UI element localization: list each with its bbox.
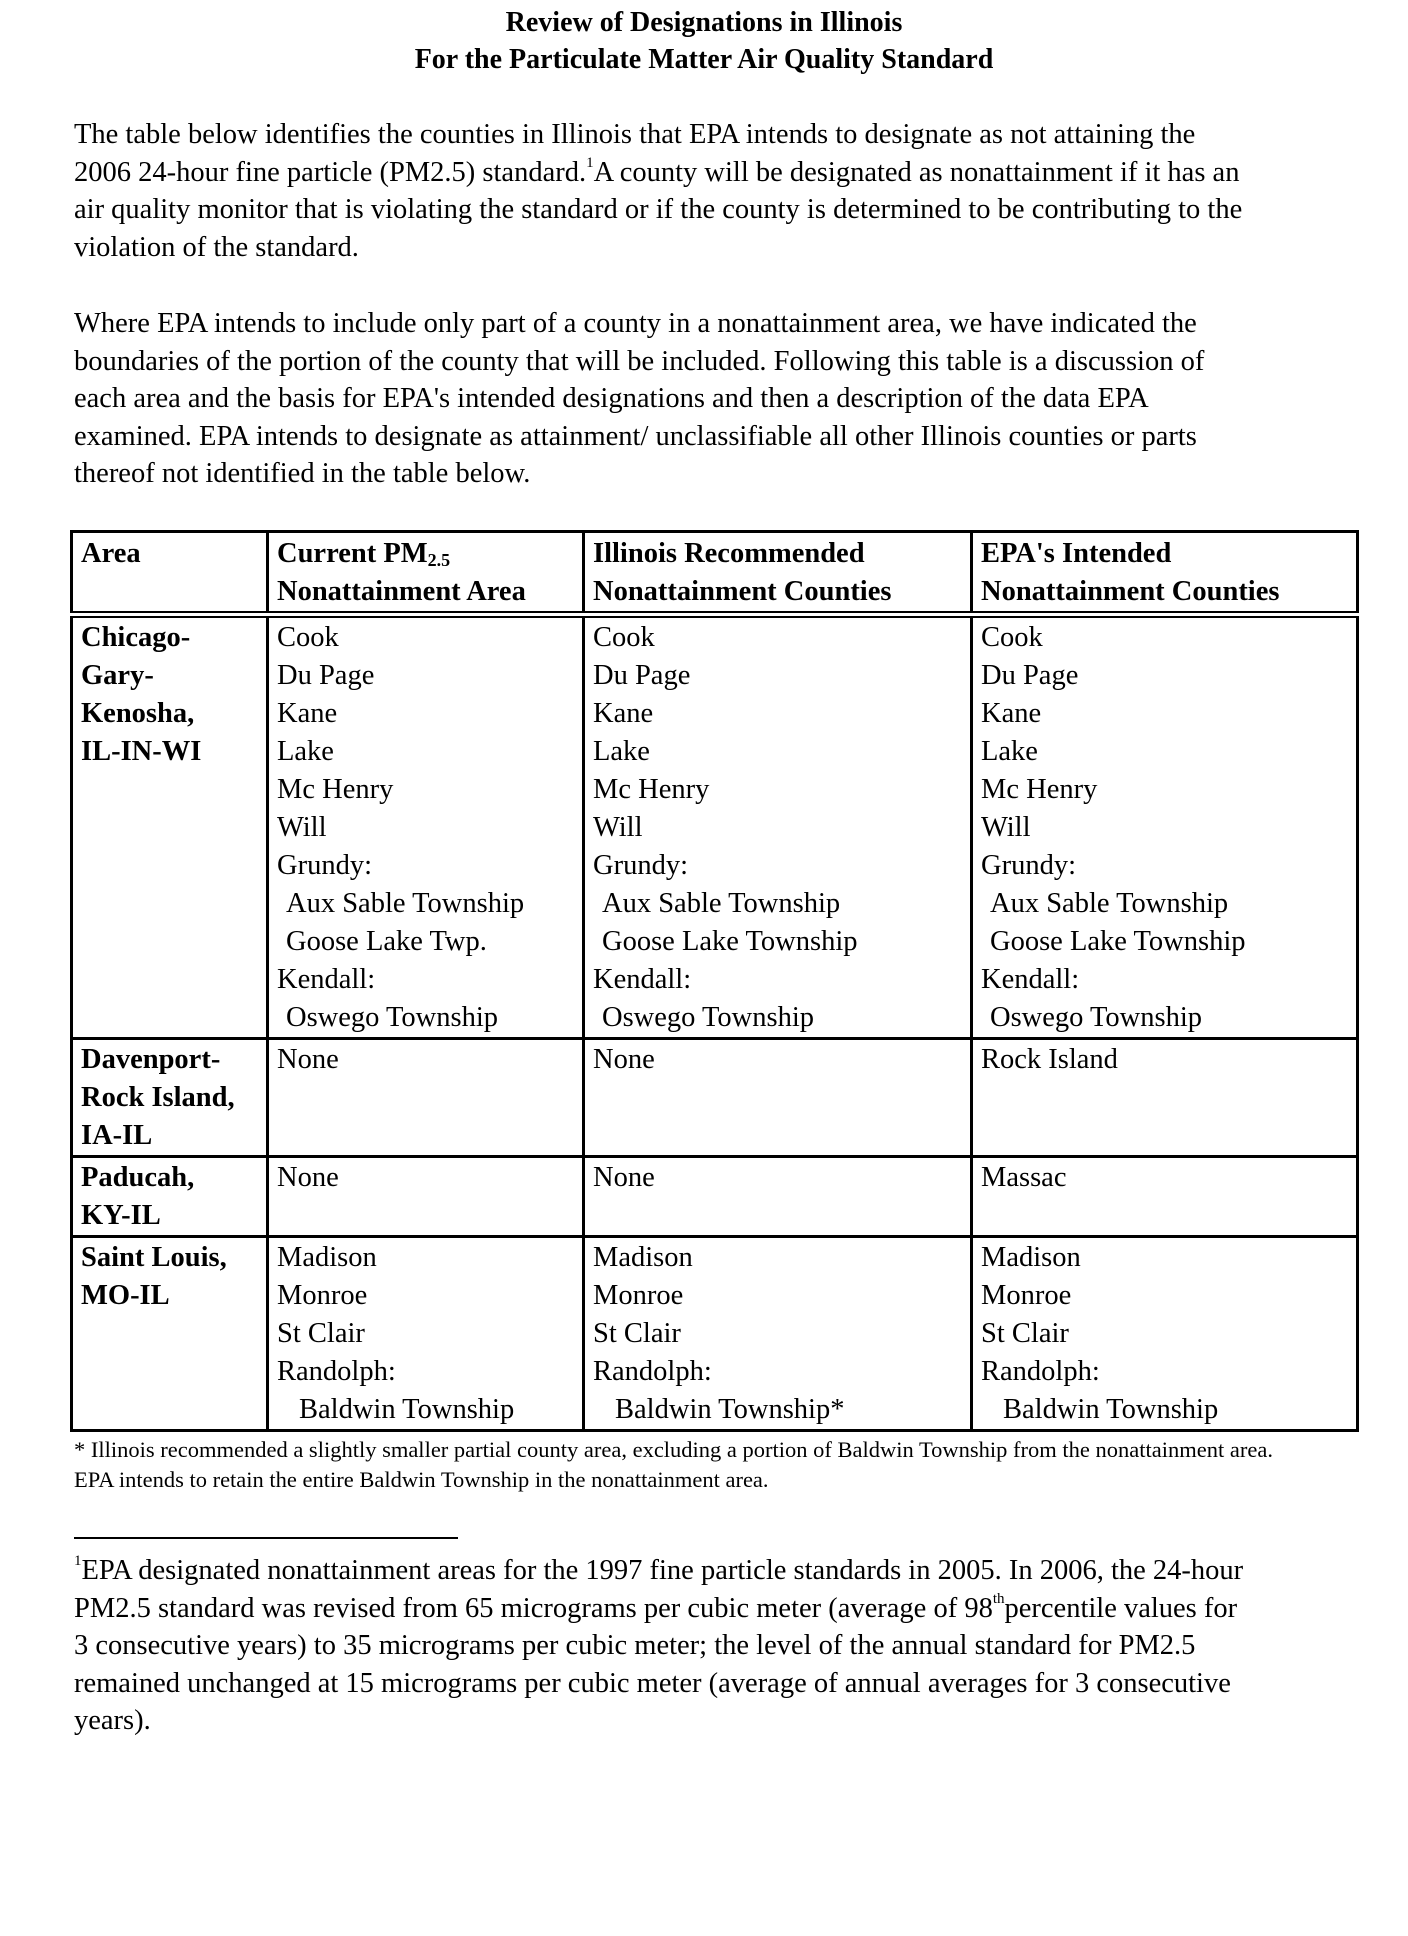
county-item: None bbox=[277, 1044, 339, 1075]
county-item: Mc Henry bbox=[277, 774, 394, 805]
county-item: Cook bbox=[981, 622, 1043, 653]
county-item: Kendall: bbox=[981, 964, 1080, 995]
cell-area bbox=[72, 1237, 268, 1431]
county-item: Du Page bbox=[277, 660, 375, 691]
footnote-text-a: EPA designated nonattainment areas for the 1997 fine particle standards in 2005. In 2006, the 24-hour PM2.5 standard was revised from 65 micrograms per cubic meter (average of 98 bbox=[74, 1555, 1244, 1624]
area-name-line: Paducah, bbox=[81, 1162, 195, 1193]
area-name-line: Rock Island, bbox=[81, 1082, 235, 1113]
cell-current bbox=[268, 615, 584, 1039]
table-row bbox=[72, 1157, 1358, 1237]
county-item: Oswego Township bbox=[602, 1002, 815, 1033]
cell-area bbox=[72, 1157, 268, 1237]
cell-epa bbox=[972, 615, 1358, 1039]
footnote-marker: 1 bbox=[74, 1553, 82, 1569]
area-name-line: KY-IL bbox=[81, 1200, 161, 1231]
county-item: Oswego Township bbox=[286, 1002, 499, 1033]
county-item: Goose Lake Twp. bbox=[286, 926, 487, 957]
county-item: Oswego Township bbox=[990, 1002, 1203, 1033]
county-item: Madison bbox=[593, 1242, 693, 1273]
cell-area bbox=[72, 615, 268, 1039]
intro-text-b: A county will be designated as nonattainment if it has an air quality monitor that is violating the standard or if the county is determined to be contributing to the violation of the standard. bbox=[74, 156, 1243, 263]
county-item: Randolph: bbox=[593, 1356, 712, 1387]
county-item: None bbox=[593, 1162, 655, 1193]
cell-epa bbox=[972, 1237, 1358, 1431]
county-item: Lake bbox=[981, 736, 1038, 767]
county-item: Baldwin Township* bbox=[615, 1394, 845, 1425]
county-item: St Clair bbox=[593, 1318, 681, 1349]
table-row bbox=[72, 1039, 1358, 1157]
county-item: Madison bbox=[277, 1242, 377, 1273]
area-name-line: Kenosha, bbox=[81, 698, 195, 729]
county-item: Du Page bbox=[981, 660, 1079, 691]
county-item: Grundy: bbox=[277, 850, 372, 881]
area-name-line: IA-IL bbox=[81, 1120, 153, 1151]
footnote-ref: 1 bbox=[586, 154, 594, 171]
county-item: Goose Lake Township bbox=[990, 926, 1246, 957]
county-item: Aux Sable Township bbox=[990, 888, 1229, 919]
county-item: Kendall: bbox=[277, 964, 376, 995]
table-note: * Illinois recommended a slightly smaller partial county area, excluding a portion of Baldwin Township from the nonattainment area. EPA intends to retain the entire Baldwin Township in the nonattainment area. bbox=[74, 1437, 1273, 1492]
cell-illinois bbox=[584, 615, 972, 1039]
county-item: Mc Henry bbox=[593, 774, 710, 805]
county-item: Mc Henry bbox=[981, 774, 1098, 805]
footnote-superscript: th bbox=[992, 1590, 1005, 1607]
county-item: Aux Sable Township bbox=[286, 888, 525, 919]
county-item: Will bbox=[593, 812, 643, 843]
cell-illinois bbox=[584, 1157, 972, 1237]
county-item: Randolph: bbox=[277, 1356, 396, 1387]
area-name-line: IL-IN-WI bbox=[81, 736, 202, 767]
area-name-line: MO-IL bbox=[81, 1280, 170, 1311]
county-item: Grundy: bbox=[593, 850, 688, 881]
county-item: Will bbox=[981, 812, 1031, 843]
intro-text-a: The table below identifies the counties in Illinois that EPA intends to designate as not attaining the 2006 24-hour fine particle (PM2.5) standard. bbox=[74, 119, 1196, 188]
header-illinois-recommended: Illinois Recommended Nonattainment Counties bbox=[584, 532, 972, 615]
county-item: Rock Island bbox=[981, 1044, 1118, 1075]
intro-paragraph-1 bbox=[74, 116, 1254, 266]
footnote-text-b: percentile values for 3 consecutive years) to 35 micrograms per cubic meter; the level of the annual standard for PM2.5 remained unchanged at 15 micrograms per cubic meter (average of annual averages for 3 consecutive years). bbox=[74, 1592, 1238, 1736]
title-line-2: For the Particulate Matter Air Quality Standard bbox=[414, 44, 994, 75]
county-item: Lake bbox=[593, 736, 650, 767]
county-item: Baldwin Township bbox=[299, 1394, 515, 1425]
area-name-line: Chicago- bbox=[81, 622, 191, 653]
cell-current bbox=[268, 1237, 584, 1431]
county-item: Monroe bbox=[981, 1280, 1072, 1311]
header-current-area: Current $PM_{2.5}$ Nonattainment Area bbox=[268, 532, 584, 615]
county-item: Massac bbox=[981, 1162, 1067, 1193]
county-item: Kane bbox=[593, 698, 654, 729]
cell-illinois bbox=[584, 1237, 972, 1431]
table-body bbox=[72, 615, 1358, 1431]
county-item: Kane bbox=[277, 698, 338, 729]
header-area: Area bbox=[72, 532, 268, 615]
table-row bbox=[72, 1237, 1358, 1431]
county-item: St Clair bbox=[277, 1318, 365, 1349]
county-item: Monroe bbox=[277, 1280, 368, 1311]
county-item: Du Page bbox=[593, 660, 691, 691]
county-item: Goose Lake Township bbox=[602, 926, 858, 957]
county-item: Cook bbox=[593, 622, 655, 653]
county-item: Grundy: bbox=[981, 850, 1076, 881]
header-epa-intended: EPA's Intended Nonattainment Counties bbox=[972, 532, 1358, 615]
area-name-line: Davenport- bbox=[81, 1044, 221, 1075]
designations-table bbox=[70, 530, 1359, 1432]
county-item: Will bbox=[277, 812, 327, 843]
county-item: Monroe bbox=[593, 1280, 684, 1311]
footnote-divider bbox=[74, 1537, 458, 1539]
area-name-line: Saint Louis, bbox=[81, 1242, 227, 1273]
page-title bbox=[0, 4, 1408, 78]
table-row bbox=[72, 615, 1358, 1039]
county-item: Kane bbox=[981, 698, 1042, 729]
intro-paragraph-2: Where EPA intends to include only part of a county in a nonattainment area, we have indicated the boundaries of the portion of the county that will be included. Following this table is a discussion of each area and the basis for EPA's intended designations and then a description of the data EPA examined. EPA intends to designate as attainment/ unclassifiable all other Illinois counties or parts thereof not identified in the table below. bbox=[74, 308, 1205, 489]
county-item: Aux Sable Township bbox=[602, 888, 841, 919]
county-item: Baldwin Township bbox=[1003, 1394, 1219, 1425]
county-item: Lake bbox=[277, 736, 334, 767]
county-item: Kendall: bbox=[593, 964, 692, 995]
cell-current bbox=[268, 1039, 584, 1157]
cell-illinois bbox=[584, 1039, 972, 1157]
cell-current bbox=[268, 1157, 584, 1237]
cell-epa bbox=[972, 1157, 1358, 1237]
county-item: Randolph: bbox=[981, 1356, 1100, 1387]
area-name-line: Gary- bbox=[81, 660, 154, 691]
cell-area bbox=[72, 1039, 268, 1157]
cell-epa bbox=[972, 1039, 1358, 1157]
county-item: None bbox=[277, 1162, 339, 1193]
county-item: Cook bbox=[277, 622, 339, 653]
footnote bbox=[74, 1552, 1254, 1740]
county-item: Madison bbox=[981, 1242, 1081, 1273]
table-header-row bbox=[72, 532, 1358, 615]
county-item: St Clair bbox=[981, 1318, 1069, 1349]
county-item: None bbox=[593, 1044, 655, 1075]
title-line-1: Review of Designations in Illinois bbox=[505, 7, 903, 38]
